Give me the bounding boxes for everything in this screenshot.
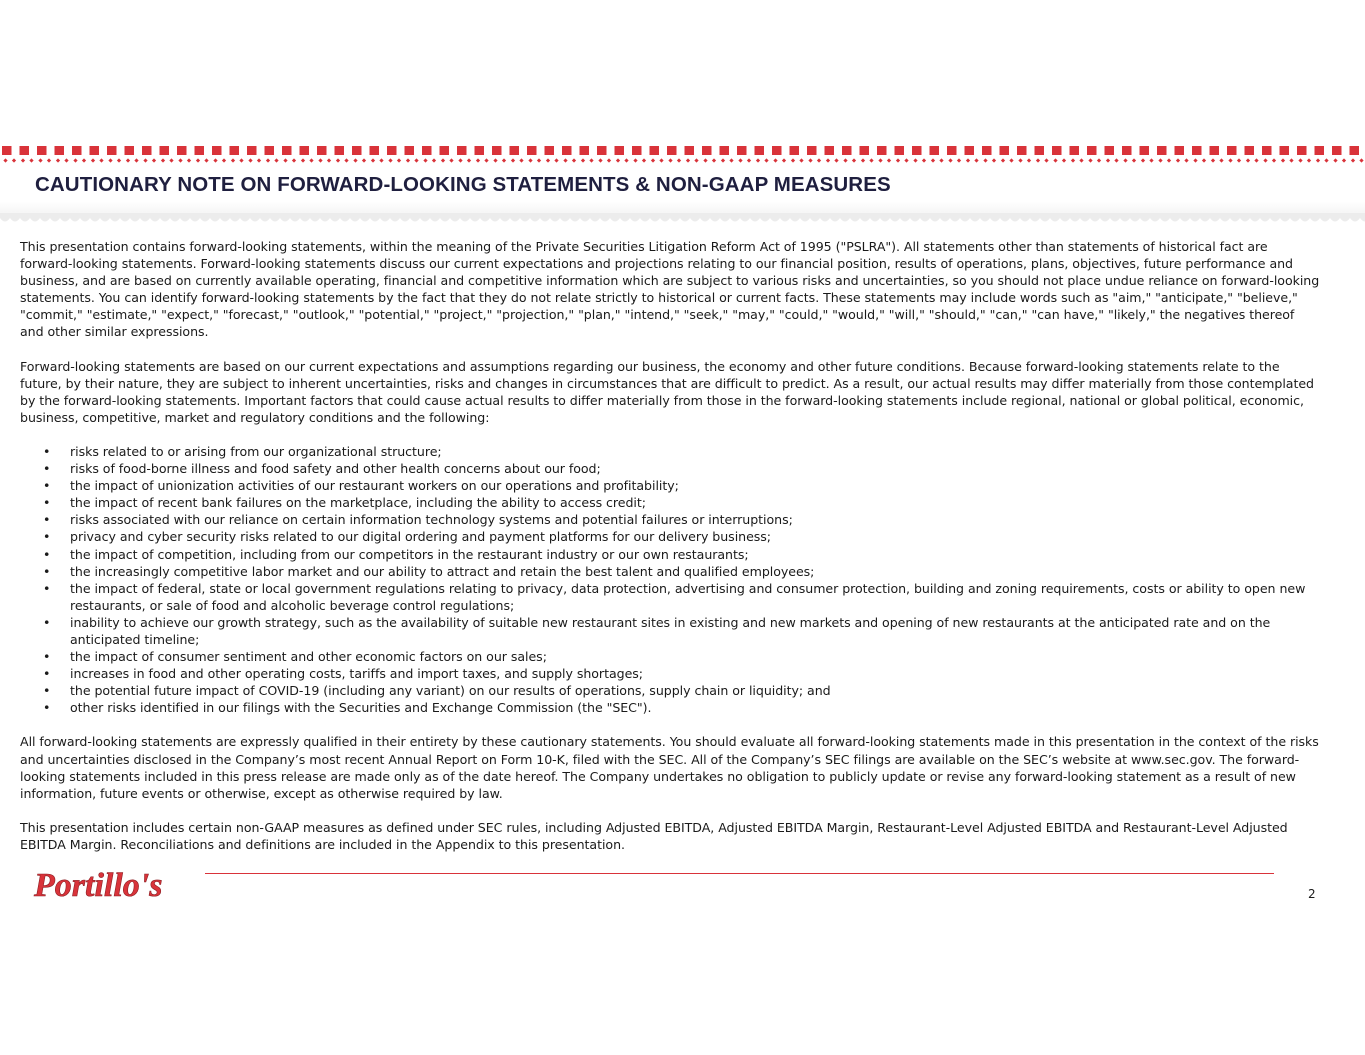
bullet-icon: • [43, 495, 51, 511]
list-item: • the impact of unionization activities of our restaurant workers on our operations and profitability; [43, 478, 679, 494]
list-item: • the potential future impact of COVID-19 (including any variant) on our results of operations, supply chain or liquidity; and [43, 683, 831, 699]
intro-paragraph: This presentation contains forward-looking statements, within the meaning of the Private Securities Litigation Reform Act of 1995 ("PSLRA"). All statements other than statements of historical fact are forward-looking statements. Forward-looking statements discuss our current expectations and projections relating to our financial position, results of operations, plans, objectives, future performance and business, and are based on currently available operating, financial and competitive information which are subject to various risks and uncertainties, so you should not place undue reliance on forward-looking statements. You can identify forward-looking statements by the fact that they do not relate strictly to historical or current facts. These statements may include words such as "aim," "anticipate," "believe," "commit," "estimate," "expect," "forecast," "outlook," "potential," "project," "projection," "plan," "intend," "seek," "may," "could," "would," "will," "should," "can," "can have," "likely," the negatives thereof and other similar expressions. [20, 239, 1320, 340]
risk-factor-list [20, 443, 1320, 717]
list-item: • risks associated with our reliance on certain information technology systems and potential failures or interruptions; [43, 512, 793, 528]
page-number: 2 [1308, 887, 1316, 901]
bullet-icon: • [43, 649, 51, 665]
list-item: • other risks identified in our filings with the Securities and Exchange Commission (the "SEC"). [43, 700, 652, 716]
footer-divider [205, 873, 1274, 874]
assumptions-paragraph: Forward-looking statements are based on our current expectations and assumptions regarding our business, the economy and other future conditions. Because forward-looking statements relate to the future, by their nature, they are subject to inherent uncertainties, risks and changes in circumstances that are difficult to predict. As a result, our actual results may differ materially from those contemplated by the forward-looking statements. Important factors that could cause actual results to differ materially from those in the forward-looking statements include regional, national or global political, economic, business, competitive, market and regulatory conditions and the following: [20, 358, 1314, 425]
bullet-icon: • [43, 580, 51, 596]
list-item: • risks of food-borne illness and food safety and other health concerns about our food; [43, 461, 601, 477]
bullet-icon: • [43, 700, 51, 716]
bullet-icon: • [43, 478, 51, 494]
bullet-icon: • [43, 666, 51, 682]
list-item: • the impact of federal, state or local government regulations relating to privacy, data protection, advertising and consumer protection, building and zoning requirements, costs or ability to open new restaurants, or sale of food and alcoholic beverage control regulations; [43, 580, 1306, 613]
page-title: CAUTIONARY NOTE ON FORWARD-LOOKING STATEMENTS & NON-GAAP MEASURES [35, 173, 891, 196]
portillos-logo [32, 864, 182, 908]
bullet-icon: • [43, 443, 51, 459]
list-item: • inability to achieve our growth strategy, such as the availability of suitable new restaurant sites in existing and new markets and opening of new restaurants at the anticipated rate and on the anticipated timeline; [43, 614, 1271, 647]
logo-wordmark: Portillo's [34, 867, 163, 904]
bullet-icon: • [43, 546, 51, 562]
list-item: • privacy and cyber security risks related to our digital ordering and payment platforms for our delivery business; [43, 529, 771, 545]
disclaimer-body [20, 238, 1320, 870]
bullet-icon: • [43, 461, 51, 477]
non-gaap-paragraph: This presentation includes certain non-GAAP measures as defined under SEC rules, including Adjusted EBITDA, Adjusted EBITDA Margin, Restaurant-Level Adjusted EBITDA and Restaurant-Level Adjusted EBITDA Margin. Reconciliations and definitions are included in the Appendix to this presentation. [20, 819, 1288, 852]
bullet-icon: • [43, 512, 51, 528]
list-item: • increases in food and other operating costs, tariffs and import taxes, and supply shortages; [43, 666, 643, 682]
qualification-paragraph: All forward-looking statements are expressly qualified in their entirety by these cautionary statements. You should evaluate all forward-looking statements made in this presentation in the context of the risks and uncertainties disclosed in the Company’s most recent Annual Report on Form 10-K, filed with the SEC. All of the Company’s SEC filings are available on the SEC’s website at www.sec.gov. The forward-looking statements included in this press release are made only as of the date hereof. The Company undertakes no obligation to publicly update or revise any forward-looking statement as a result of new information, future events or otherwise, except as otherwise required by law. [20, 734, 1319, 801]
checkered-top-border [0, 143, 1365, 165]
list-item: • the impact of recent bank failures on the marketplace, including the ability to access credit; [43, 495, 646, 511]
bullet-icon: • [43, 529, 51, 545]
bullet-icon: • [43, 563, 51, 579]
bullet-icon: • [43, 683, 51, 699]
list-item: • the impact of consumer sentiment and other economic factors on our sales; [43, 649, 547, 665]
list-item: • risks related to or arising from our organizational structure; [43, 443, 442, 459]
bullet-icon: • [43, 614, 51, 630]
list-item: • the impact of competition, including from our competitors in the restaurant industry or our own restaurants; [43, 546, 749, 562]
scalloped-divider [0, 210, 1365, 222]
list-item: • the increasingly competitive labor market and our ability to attract and retain the best talent and qualified employees; [43, 563, 815, 579]
